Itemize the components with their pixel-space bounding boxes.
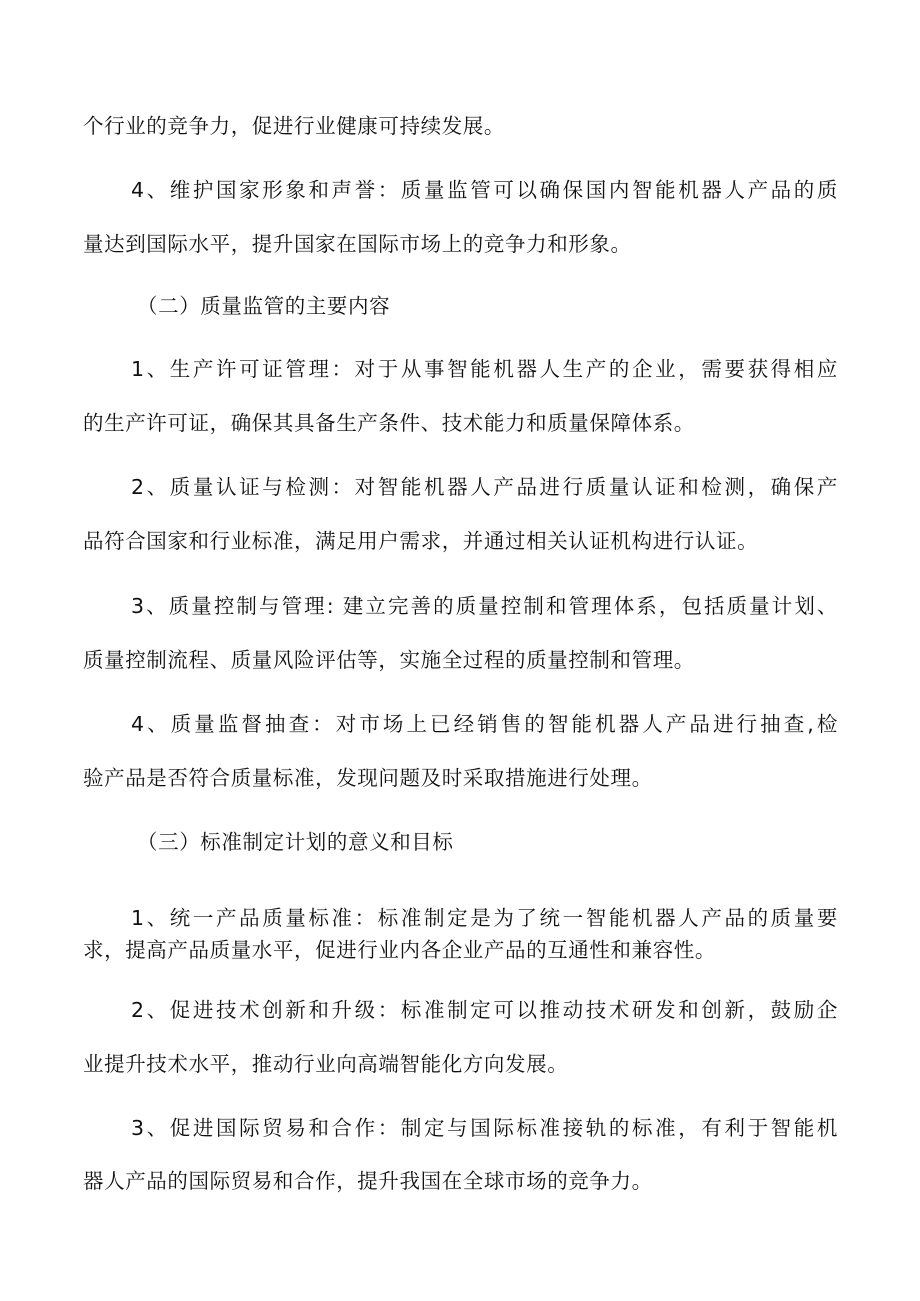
list-item-line: 1、统一产品质量标准：标准制定是为了统一智能机器人产品的质量要 xyxy=(131,906,838,930)
list-item-line: 3、促进国际贸易和合作：制定与国际标准接轨的标准，有利于智能机 xyxy=(131,1116,838,1140)
list-item-line: 求，提高产品质量水平，促进行业内各企业产品的互通性和兼容性。 xyxy=(83,938,716,962)
section-heading: （二）质量监管的主要内容 xyxy=(137,294,391,318)
list-item-line: 4、质量监督抽查：对市场上已经销售的智能机器人产品进行抽查,检 xyxy=(131,712,838,736)
section-heading: （三）标准制定计划的意义和目标 xyxy=(137,830,454,854)
list-item-line: 业提升技术水平，推动行业向高端智能化方向发展。 xyxy=(83,1052,569,1076)
list-item-line: 的生产许可证，确保其具备生产条件、技术能力和质量保障体系。 xyxy=(83,411,695,435)
list-item-line: 2、质量认证与检测：对智能机器人产品进行质量认证和检测，确保产 xyxy=(131,475,838,499)
list-item-line: 量达到国际水平，提升国家在国际市场上的竞争力和形象。 xyxy=(83,232,632,256)
list-item-line: 验产品是否符合质量标准，发现问题及时采取措施进行处理。 xyxy=(83,766,653,790)
list-item-line: 1、生产许可证管理：对于从事智能机器人生产的企业，需要获得相应 xyxy=(131,357,838,381)
list-item-line: 2、促进技术创新和升级：标准制定可以推动技术研发和创新，鼓励企 xyxy=(131,998,838,1022)
list-item-line: 器人产品的国际贸易和合作，提升我国在全球市场的竞争力。 xyxy=(83,1169,653,1193)
paragraph-continuation: 个行业的竞争力，促进行业健康可持续发展。 xyxy=(83,114,505,138)
list-item-line: 品符合国家和行业标准，满足用户需求，并通过相关认证机构进行认证。 xyxy=(83,529,759,553)
list-item-line: 3、质量控制与管理: 建立完善的质量控制和管理体系，包括质量计划、 xyxy=(131,594,838,618)
list-item-line: 质量控制流程、质量风险评估等，实施全过程的质量控制和管理。 xyxy=(83,648,695,672)
list-item-line: 4、维护国家形象和声誉：质量监管可以确保国内智能机器人产品的质 xyxy=(131,178,838,202)
